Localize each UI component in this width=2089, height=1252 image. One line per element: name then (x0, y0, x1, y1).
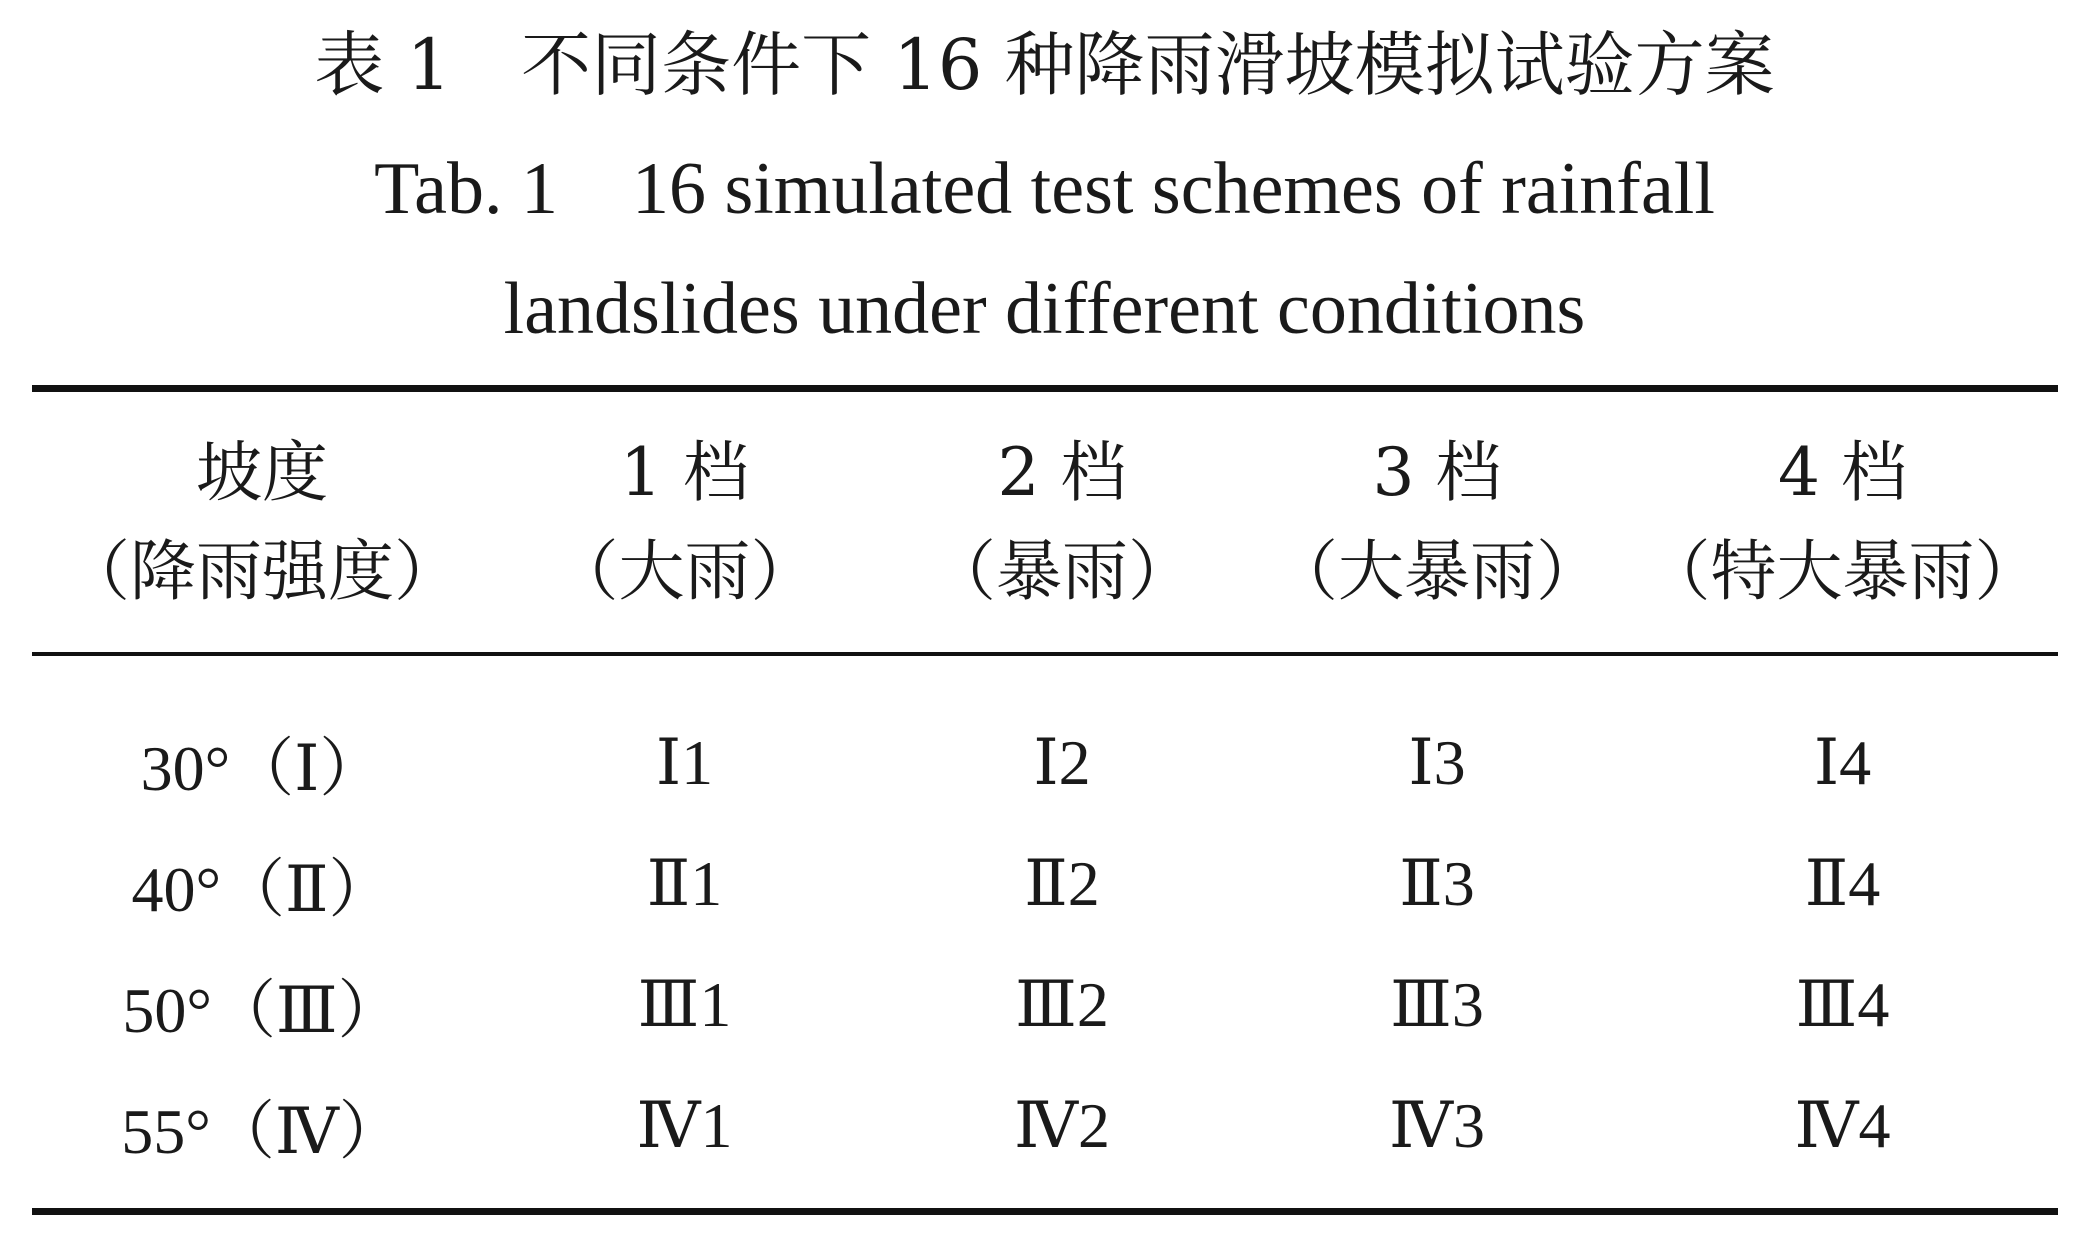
table-cell: Ⅲ2 (1015, 968, 1109, 1040)
header-sublabel: （大雨） (552, 533, 817, 610)
row-slope-cell: 40°（Ⅱ） (131, 853, 393, 925)
header-level-4 (1627, 392, 2058, 652)
header-slope (32, 392, 492, 652)
table-row (32, 823, 2058, 944)
table-cell: Ⅰ4 (1813, 726, 1872, 798)
table-title-english-line-1: Tab. 1 16 simulated test schemes of rainfall (374, 148, 1715, 230)
header-label: 3 档 (1372, 434, 1502, 511)
table-bottom-rule (32, 1208, 2058, 1215)
header-label: 2 档 (997, 434, 1127, 511)
header-label: 坡度 (196, 434, 328, 511)
table-header-row (32, 392, 2058, 652)
row-slope-cell: 30°（Ⅰ） (140, 732, 384, 804)
table-cell: Ⅳ1 (636, 1089, 733, 1161)
table-spacer-row (32, 652, 2058, 702)
table-title-english-line-2: landslides under different conditions (503, 268, 1586, 350)
table-cell: Ⅰ3 (1408, 726, 1466, 798)
table-title-chinese: 表 1 不同条件下 16 种降雨滑坡模拟试验方案 (314, 24, 1775, 106)
table-cell: Ⅳ4 (1794, 1089, 1891, 1161)
table-cell: Ⅲ3 (1390, 968, 1484, 1040)
header-sublabel: （特大暴雨） (1644, 533, 2041, 610)
header-level-2 (877, 392, 1247, 652)
table-cell: Ⅱ4 (1804, 847, 1881, 919)
header-level-3 (1247, 392, 1627, 652)
table-cell: Ⅰ2 (1033, 726, 1091, 798)
header-sublabel: （降雨强度） (64, 533, 460, 610)
table-row (32, 944, 2058, 1065)
table-cell: Ⅳ2 (1014, 1089, 1110, 1161)
header-sublabel: （大暴雨） (1272, 533, 1602, 610)
table-row (32, 702, 2058, 823)
table-top-rule (32, 385, 2058, 392)
header-label: 1 档 (620, 434, 749, 511)
table-cell: Ⅲ4 (1795, 968, 1890, 1040)
table-cell: Ⅱ3 (1399, 847, 1475, 919)
header-sublabel: （暴雨） (930, 533, 1194, 610)
table-cell: Ⅳ3 (1389, 1089, 1485, 1161)
table-cell: Ⅲ1 (637, 968, 732, 1040)
table-row (32, 1065, 2058, 1186)
table-cell: Ⅰ1 (655, 726, 714, 798)
row-slope-cell: 55°（Ⅳ） (121, 1095, 403, 1167)
test-scheme-table (32, 392, 2058, 1186)
table-cell: Ⅱ1 (646, 847, 723, 919)
table-cell: Ⅱ2 (1024, 847, 1100, 919)
row-slope-cell: 50°（Ⅲ） (122, 974, 402, 1046)
header-level-1 (492, 392, 877, 652)
header-label: 4 档 (1778, 434, 1907, 511)
